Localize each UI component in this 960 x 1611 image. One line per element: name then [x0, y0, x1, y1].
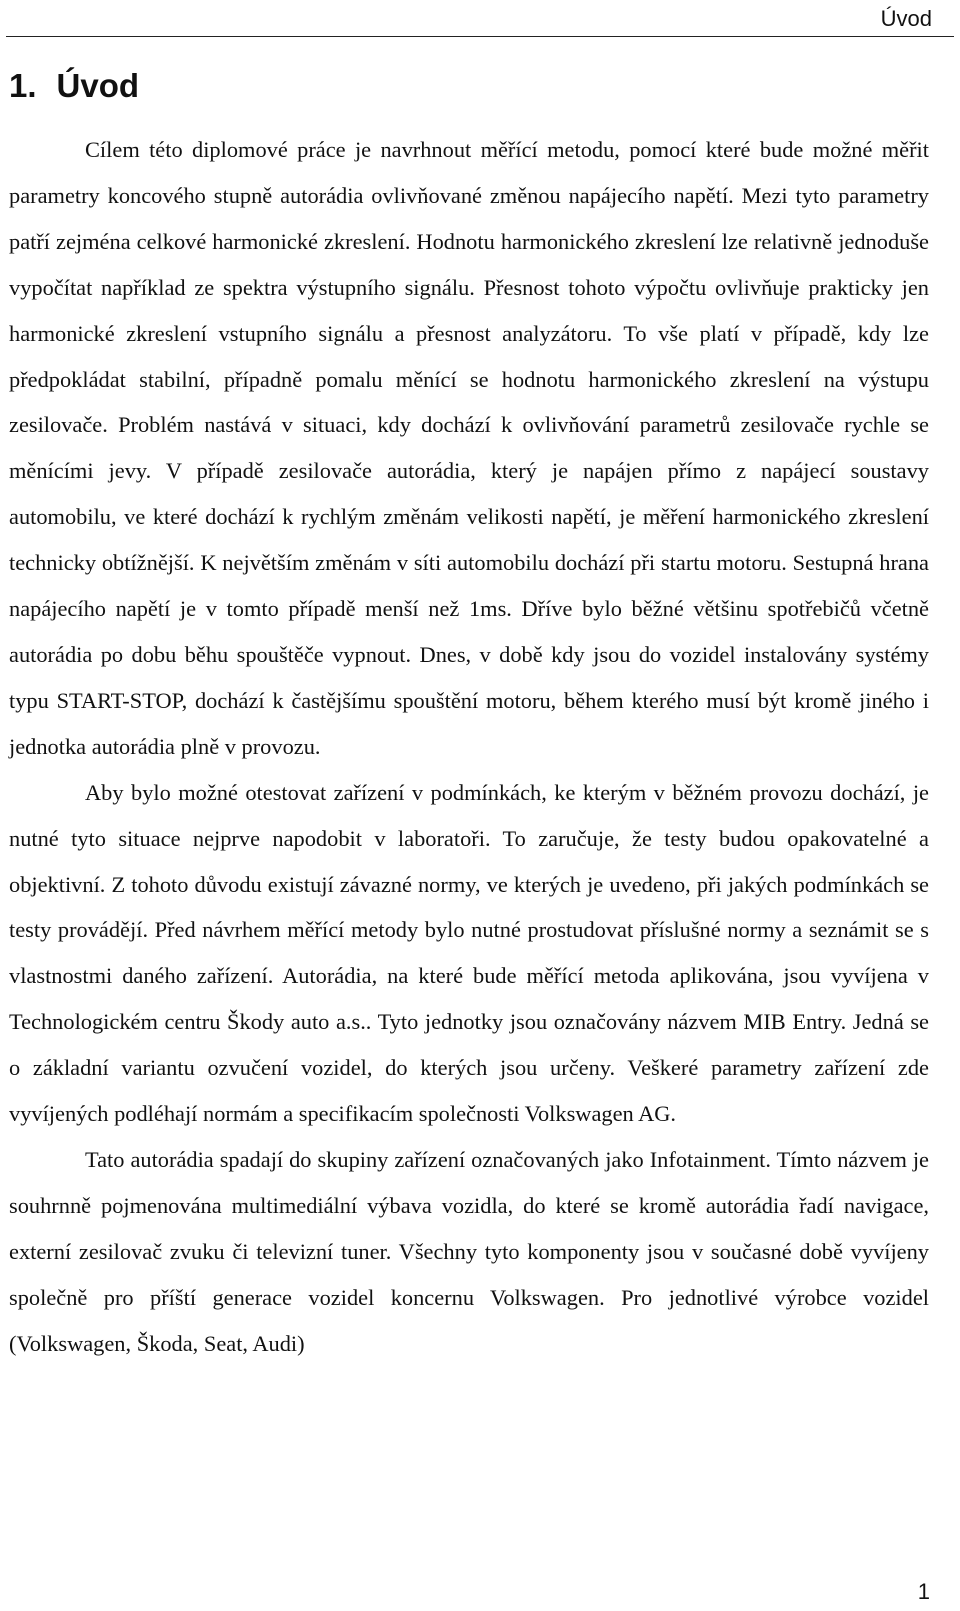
- chapter-number: 1.: [9, 67, 37, 104]
- body-text: [9, 127, 929, 1366]
- page-number: 1: [917, 1579, 930, 1604]
- paragraph: Aby bylo možné otestovat zařízení v podmínkách, ke kterým v běžném provozu dochází, je nutné tyto situace nejprve napodobit v laboratoři. To zaručuje, že testy budou opakovatelné a objektivní. Z tohoto důvodu existují závazné normy, ve kterých je uvedeno, při jakých podmínkách se testy provádějí. Před návrhem měřící metody bylo nutné prostudovat příslušné normy a seznámit se s vlastnostmi daného zařízení. Autorádia, na které bude měřící metoda aplikována, jsou vyvíjena v Technologickém centru Škody auto a.s.. Tyto jednotky jsou označovány názvem MIB Entry. Jedná se o základní variantu ozvučení vozidel, do kterých jsou určeny. Veškeré parametry zařízení zde vyvíjených podléhají normám a specifikacím společnosti Volkswagen AG.: [9, 779, 929, 1127]
- paragraph: Tato autorádia spadají do skupiny zařízení označovaných jako Infotainment. Tímto názvem je souhrnně pojmenována multimediální výbava vozidla, do které se kromě autorádia řadí navigace, externí zesilovač zvuku či televizní tuner. Všechny tyto komponenty jsou v současné době vyvíjeny společně pro příští generace vozidel koncernu Volkswagen. Pro jednotlivé výrobce vozidel (Volkswagen, Škoda, Seat, Audi): [9, 1146, 929, 1356]
- header-rule: [6, 36, 954, 37]
- chapter-title: [9, 66, 139, 106]
- chapter-title-text: Úvod: [56, 67, 140, 104]
- running-header: Úvod: [880, 6, 932, 31]
- paragraph: Cílem této diplomové práce je navrhnout měřící metodu, pomocí které bude možné měřit parametry koncového stupně autorádia ovlivňované změnou napájecího napětí. Mezi tyto parametry patří zejména celkové harmonické zkreslení. Hodnotu harmonického zkreslení lze relativně jednoduše vypočítat například ze spektra výstupního signálu. Přesnost tohoto výpočtu ovlivňuje prakticky jen harmonické zkreslení vstupního signálu a přesnost analyzátoru. To vše platí v případě, kdy lze předpokládat stabilní, případně pomalu měnící se hodnotu harmonického zkreslení na výstupu zesilovače. Problém nastává v situaci, kdy dochází k ovlivňování parametrů zesilovače rychle se měnícími jevy. V případě zesilovače autorádia, který je napájen přímo z napájecí soustavy automobilu, ve které dochází k rychlým změnám velikosti napětí, je měření harmonického zkreslení technicky obtížnější. K největším změnám v síti automobilu dochází při startu motoru. Sestupná hrana napájecího napětí je v tomto případě menší než 1ms. Dříve bylo běžné většinu spotřebičů včetně autorádia po dobu běhu spouštěče vypnout. Dnes, v době kdy jsou do vozidel instalovány systémy typu START-STOP, dochází k častějšímu spouštění motoru, během kterého musí být kromě jiného i jednotka autorádia plně v provozu.: [9, 137, 929, 759]
